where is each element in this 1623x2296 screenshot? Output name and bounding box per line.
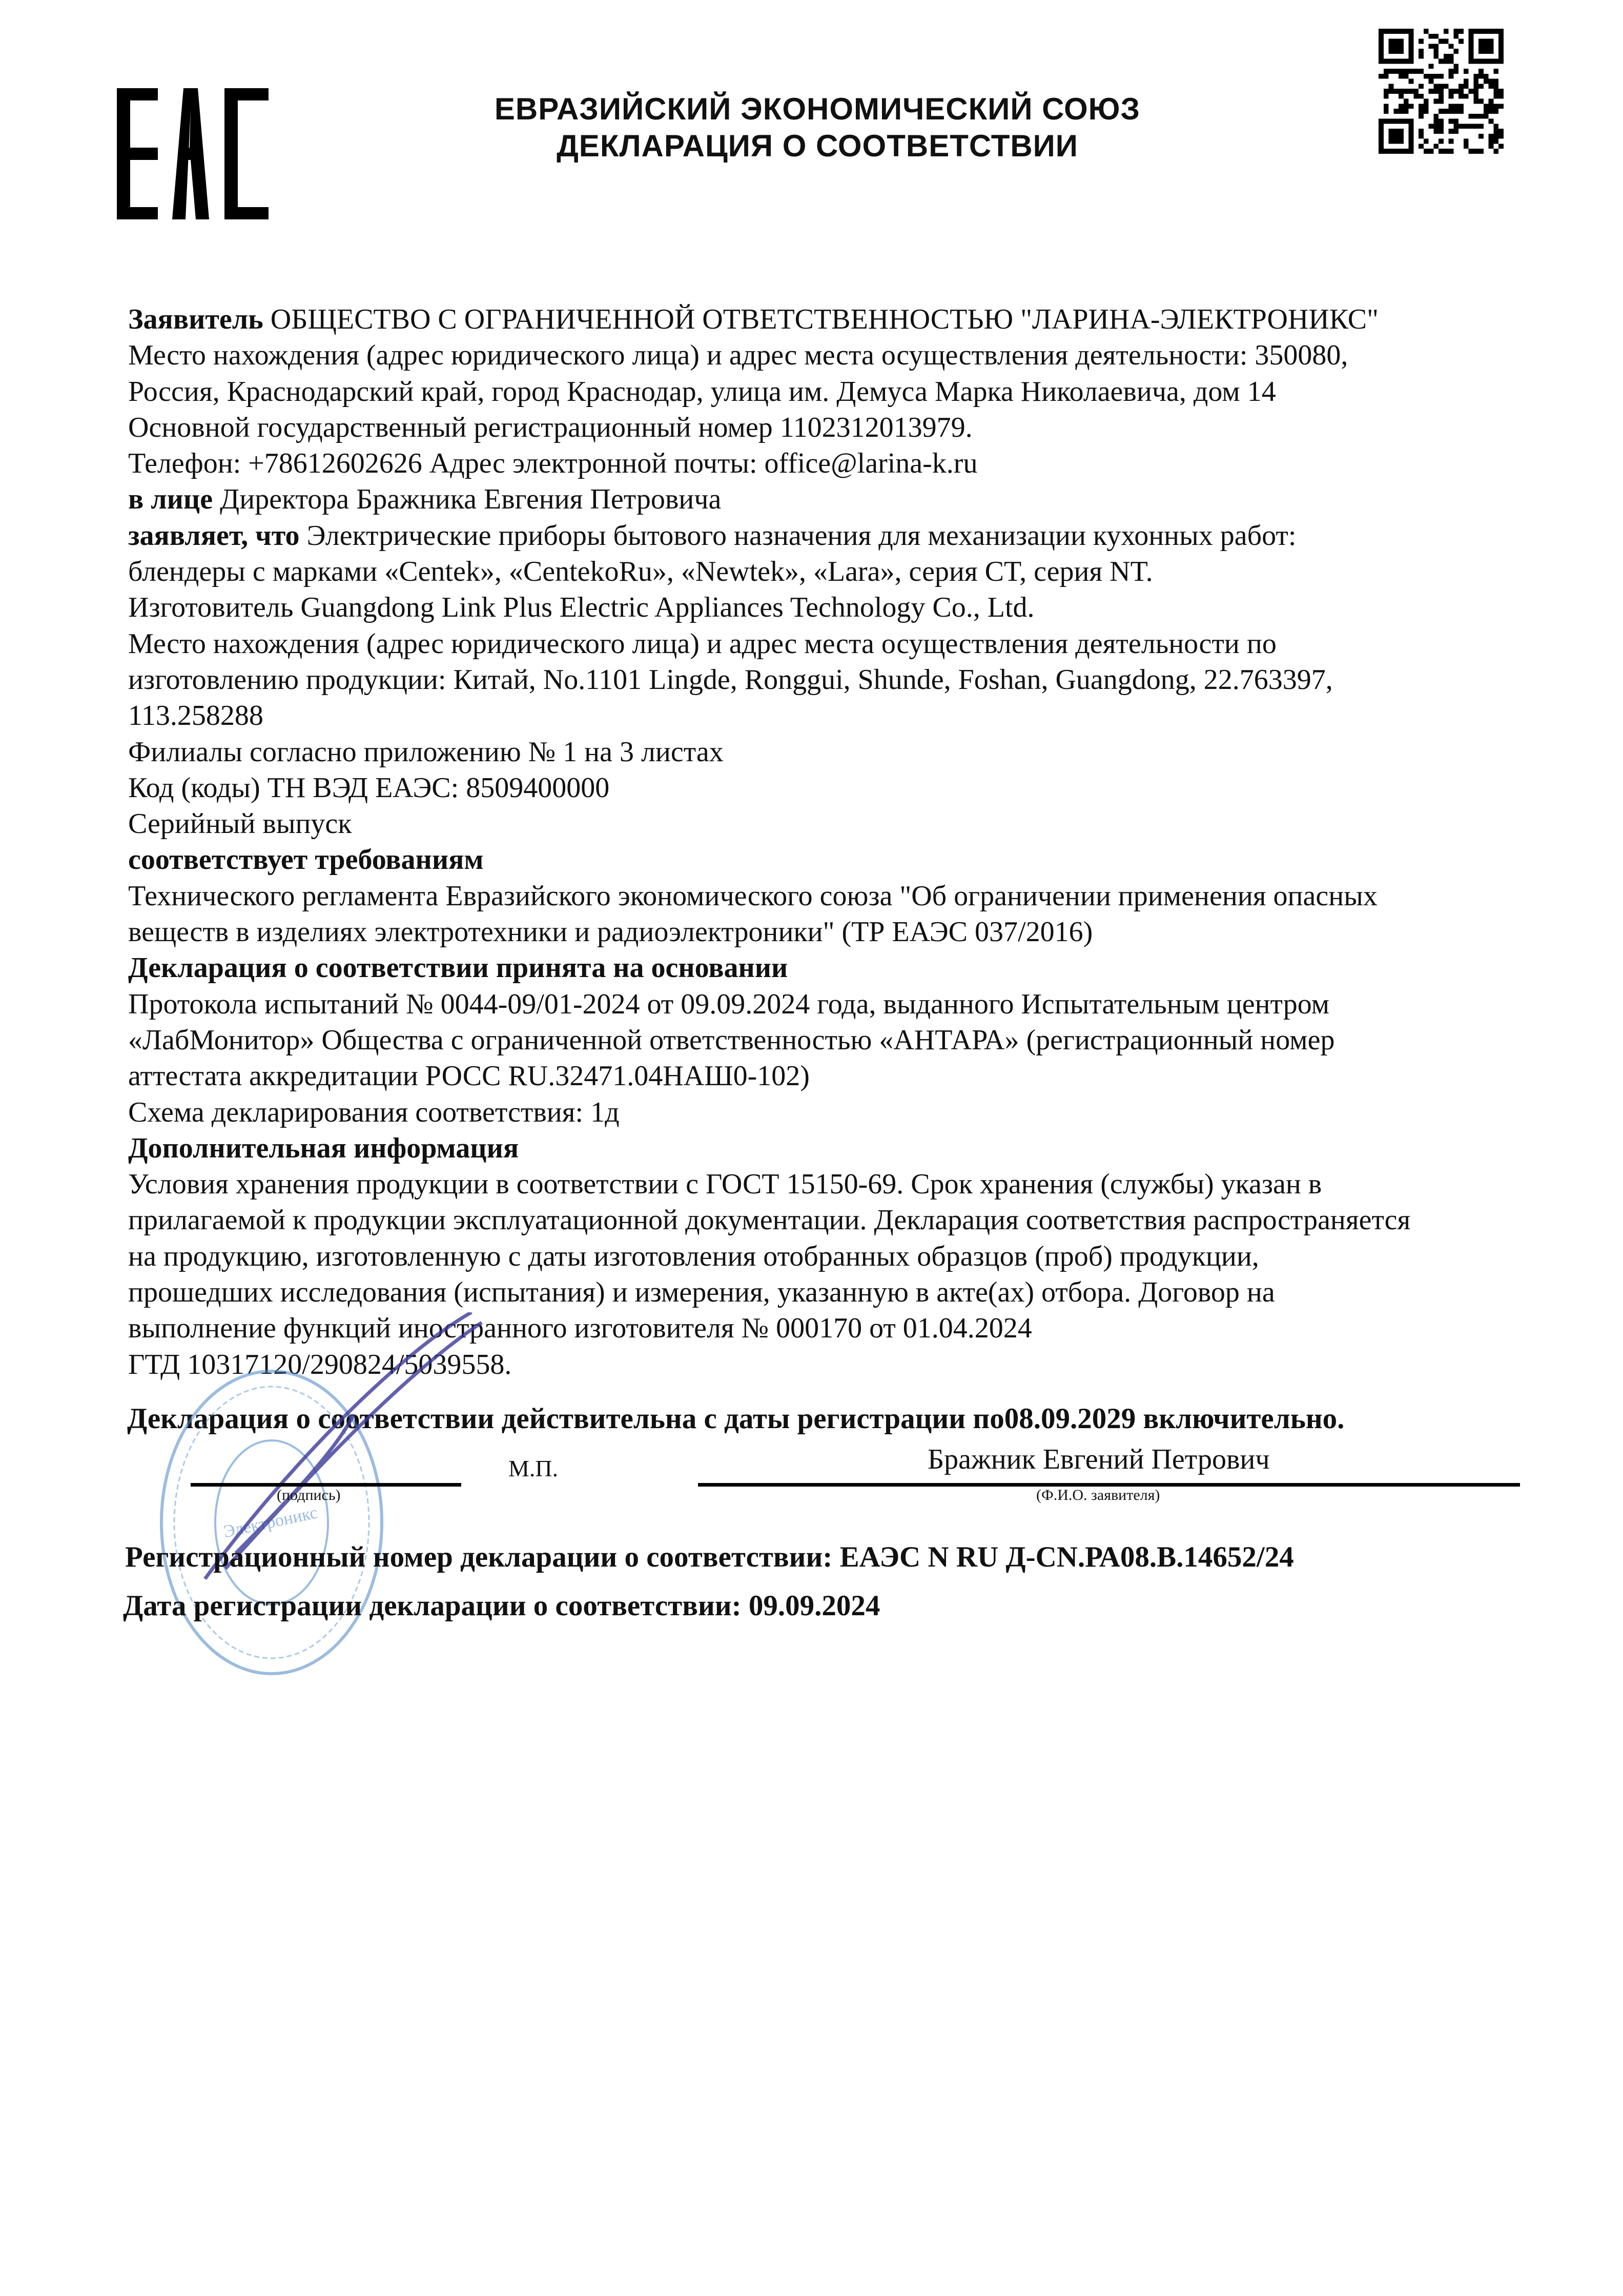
body-line — [128, 698, 1410, 734]
body-line-text: Директора Бражника Евгения Петровича — [213, 483, 722, 516]
body-line — [128, 734, 1410, 770]
body-line — [128, 842, 1410, 878]
body-line-text: Условия хранения продукции в соответствии с ГОСТ 15150-69. Срок хранения (службы) указан в — [128, 1168, 1322, 1201]
body-line-text: Серийный выпуск — [128, 808, 352, 840]
body-line — [128, 590, 1410, 625]
signature-caption: (подпись) — [277, 1487, 341, 1503]
body-line-text: Место нахождения (адрес юридического лица) и адрес места осуществления деятельности: 350080, — [128, 339, 1348, 372]
name-line — [698, 1483, 1520, 1487]
body-line — [128, 662, 1410, 698]
union-title: ЕВРАЗИЙСКИЙ ЭКОНОМИЧЕСКИЙ СОЮЗ — [494, 92, 1141, 126]
body-line-text: на продукцию, изготовленную с даты изготовления отобранных образцов (проб) продукции, — [128, 1240, 1259, 1272]
registration-date: Дата регистрации декларации о соответствии: 09.09.2024 — [123, 1590, 880, 1622]
body-line — [128, 770, 1410, 806]
body-line — [128, 1130, 1410, 1166]
body-line-text: блендеры с марками «Centek», «CentekoRu», «Newtek», «Lara», серия CT, серия NT. — [128, 556, 1153, 588]
body-line-text: Технического регламента Евразийского экономического союза "Об ограничении применения опасных — [128, 880, 1378, 912]
body-line — [128, 1274, 1410, 1310]
body-line — [128, 301, 1410, 337]
body-line-label: соответствует требованиям — [128, 844, 484, 876]
stamp-place-label: М.П. — [508, 1455, 559, 1481]
body-line — [128, 410, 1410, 445]
applicant-name: Бражник Евгений Петрович — [928, 1444, 1270, 1475]
body-line — [128, 1022, 1410, 1058]
body-line-text: Изготовитель Guangdong Link Plus Electric Appliances Technology Co., Ltd. — [128, 592, 1035, 624]
body-line-text: 113.258288 — [128, 700, 263, 732]
signature-line — [191, 1483, 461, 1487]
body-line-text: Схема декларирования соответствия: 1д — [128, 1096, 620, 1128]
body-line — [128, 518, 1410, 554]
validity-statement: Декларация о соответствии действительна с даты регистрации по08.09.2029 включительно. — [127, 1403, 1345, 1435]
body-line-text: прошедших исследования (испытания) и измерения, указанную в акте(ах) отбора. Договор на — [128, 1276, 1275, 1309]
body-line-text: ГТД 10317120/290824/5039558. — [128, 1348, 512, 1380]
body-line — [128, 1094, 1410, 1130]
body-line — [128, 481, 1410, 517]
body-line-text: Код (коды) ТН ВЭД ЕАЭС: 8509400000 — [128, 771, 610, 804]
body-line — [128, 914, 1410, 950]
body-line-text: Телефон: +78612602626 Адрес электронной почты: office@larina-k.ru — [128, 448, 978, 480]
body-line-text: веществ в изделиях электротехники и радиоэлектроники" (ТР ЕАЭС 037/2016) — [128, 916, 1093, 948]
svg-text:Электроникс: Электроникс — [221, 1503, 319, 1542]
body-line-label: заявляет, что — [128, 519, 300, 552]
body-line-text: Электрические приборы бытового назначения для механизации кухонных работ: — [299, 519, 1297, 552]
body-line-text: Место нахождения (адрес юридического лица) и адрес места осуществления деятельности по — [128, 627, 1277, 660]
body-line — [128, 1238, 1410, 1274]
body-line-text: Россия, Краснодарский край, город Краснодар, улица им. Демуса Марка Николаевича, дом 14 — [128, 375, 1276, 408]
body-line-text: Протокола испытаний № 0044-09/01-2024 от 09.09.2024 года, выданного Испытательным центром — [128, 988, 1330, 1020]
eac-logo — [117, 88, 269, 219]
body-line — [128, 1166, 1410, 1202]
qr-code-icon — [1379, 29, 1504, 154]
body-line-text: Филиалы согласно приложению № 1 на 3 листах — [128, 736, 724, 768]
body-line — [128, 806, 1410, 842]
body-line-text: выполнение функций иностранного изготовителя № 000170 от 01.04.2024 — [128, 1312, 1032, 1345]
body-line — [128, 878, 1410, 914]
body-line-label: в лице — [128, 483, 213, 516]
document-title: ДЕКЛАРАЦИЯ О СООТВЕТСТВИИ — [557, 129, 1078, 163]
name-caption: (Ф.И.О. заявителя) — [1036, 1487, 1160, 1503]
body-line — [128, 1058, 1410, 1094]
body-line-label: Заявитель — [128, 303, 263, 335]
body-line — [128, 337, 1410, 373]
declaration-body — [128, 301, 1410, 1383]
body-line-text: ОБЩЕСТВО С ОГРАНИЧЕННОЙ ОТВЕТСТВЕННОСТЬЮ "ЛАРИНА-ЭЛЕКТРОНИКС" — [263, 303, 1379, 335]
body-line-text: аттестата аккредитации РОСС RU.32471.04НАШ0-102) — [128, 1060, 810, 1092]
body-line-label: Дополнительная информация — [128, 1132, 519, 1164]
body-line — [128, 374, 1410, 410]
body-line-label: Декларация о соответствии принята на основании — [128, 952, 788, 984]
body-line — [128, 445, 1410, 481]
body-line — [128, 626, 1410, 662]
registration-number: Регистрационный номер декларации о соответствии: ЕАЭС N RU Д-CN.РА08.В.14652/24 — [125, 1541, 1294, 1573]
body-line-text: Основной государственный регистрационный номер 1102312013979. — [128, 411, 973, 443]
body-line-text: изготовлению продукции: Китай, No.1101 Lingde, Ronggui, Shunde, Foshan, Guangdong, 22.763397, — [128, 663, 1333, 696]
body-line — [128, 554, 1410, 590]
body-line-text: прилагаемой к продукции эксплуатационной документации. Декларация соответствия распространяется — [128, 1204, 1411, 1236]
body-line — [128, 986, 1410, 1022]
body-line — [128, 1202, 1410, 1238]
body-line — [128, 950, 1410, 986]
body-line-text: «ЛабМонитор» Общества с ограниченной ответственностью «АНТАРА» (регистрационный номер — [128, 1024, 1335, 1056]
